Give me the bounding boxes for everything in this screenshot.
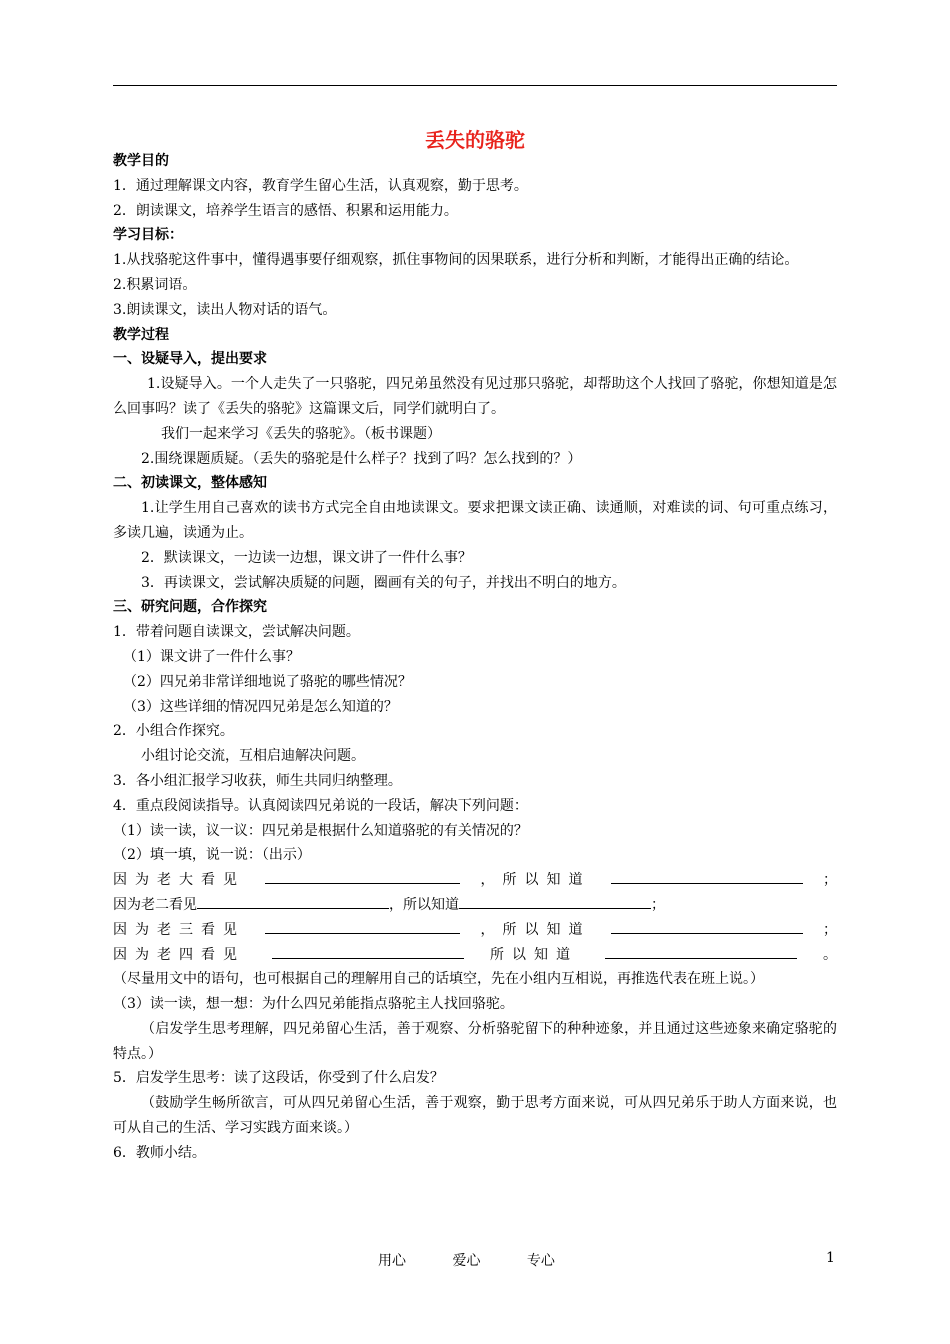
fill-blank-line [611,932,803,934]
purpose-item-1: 1．通过理解课文内容，教育学生留心生活，认真观察，勤于思考。 [113,177,528,194]
purpose-item-2: 2．朗读课文，培养学生语言的感悟、积累和运用能力。 [113,202,458,219]
fill-blank-row [113,893,837,918]
step3-item-4-question-3: （3）读一读，想一想：为什么四兄弟能指点骆驼主人找回骆驼。 [113,996,514,1013]
step3-item-4-question-2: （2）填一填，说一说：（出示） [113,847,311,864]
step3-item-4-answer: （启发学生思考理解，四兄弟留心生活，善于观察、分析骆驼留下的种种迹象，并且通过这些迹象来确定骆驼的特点。） [113,1020,837,1062]
step3-item-5: 5．启发学生思考：读了这段话，你受到了什么启发？ [113,1070,444,1087]
step3-item-3: 3．各小组汇报学习收获，师生共同归纳整理。 [113,772,402,789]
goal-item-2: 2.积累词语。 [113,276,197,293]
step3-item-2: 2．小组合作探究。 [113,723,234,740]
fill-blank-line [272,957,464,959]
step-heading-2: 二、初读课文，整体感知 [113,475,267,492]
section-heading-teaching-process: 教学过程 [113,326,169,343]
step3-item-4-question-1: （1）读一读，议一议：四兄弟是根据什么知道骆驼的有关情况的？ [113,822,528,839]
fill-blank-row [113,918,837,943]
fill-blank-line [197,894,389,909]
step3-question-3: （3）这些详细的情况四兄弟是怎么知道的？ [123,698,398,715]
section-heading-learning-goals: 学习目标： [113,227,183,244]
header-rule [113,85,837,86]
step3-question-2: （2）四兄弟非常详细地说了骆驼的哪些情况？ [123,673,412,690]
step-heading-3: 三、研究问题，合作探究 [113,599,267,616]
goal-item-1: 1.从找骆驼这件事中，懂得遇事要仔细观察，抓住事物间的因果联系，进行分析和判断，才能得出正确的结论。 [113,252,799,269]
document-body [113,149,837,1166]
fill-blank-instruction: （尽量用文中的语句，也可根据自己的理解用自己的话填空，先在小组内互相说，再推选代表在班上说。） [113,971,764,988]
fill-blank-middle: ，所以知道 [389,896,459,913]
fill-blank-end: ； [651,896,665,913]
step3-question-1: （1）课文讲了一件什么事？ [123,648,300,665]
step2-paragraph-2: 2．默读课文，一边读一边想，课文讲了一件什么事？ [141,549,472,566]
footer-motto-word: 专心 [526,1253,555,1269]
fill-blank-end: ； [823,872,837,889]
step1-paragraph-2: 我们一起来学习《丢失的骆驼》。（板书课题） [161,425,441,442]
fill-blank-end: 。 [823,946,837,963]
goal-item-3: 3.朗读课文，读出人物对话的语气。 [113,301,337,318]
fill-blank-line [265,932,460,934]
step1-paragraph-3: 2.围绕课题质疑。（丢失的骆驼是什么样子？找到了吗？怎么找到的？） [141,450,582,467]
step3-item-1: 1．带着问题自读课文，尝试解决问题。 [113,624,360,641]
footer-motto [378,1250,597,1270]
fill-blank-row [113,868,837,893]
fill-blank-prefix: 因为老二看见 [113,896,197,913]
step3-item-4: 4．重点段阅读指导。认真阅读四兄弟说的一段话，解决下列问题： [113,797,528,814]
fill-blank-middle: 所以知道 [490,946,578,963]
step2-paragraph-1: 1.让学生用自己喜欢的读书方式完全自由地读课文。要求把课文读正确、读通顺，对难读的词、句可重点练习，多读几遍，读通为止。 [113,500,837,541]
page-number: 1 [826,1250,835,1266]
fill-blank-line [459,894,651,909]
fill-blank-end: ； [823,921,837,938]
step3-item-2-detail: 小组讨论交流，互相启迪解决问题。 [141,748,365,765]
fill-blank-middle: ，所以知道 [480,872,591,889]
fill-blank-middle: ，所以知道 [480,921,591,938]
fill-blank-line [605,957,797,959]
step3-item-5-answer: （鼓励学生畅所欲言，可从四兄弟留心生活，善于观察，勤于思考方面来说，可从四兄弟乐于助人方面来说，也可从自己的生活、学习实践方面来谈。） [113,1095,837,1137]
footer-motto-word: 用心 [378,1253,406,1269]
step3-item-6: 6．教师小结。 [113,1144,206,1161]
fill-blank-prefix: 因为老大看见 [113,872,245,889]
fill-blank-line [611,882,803,884]
fill-blank-line [265,882,460,884]
fill-blank-prefix: 因为老三看见 [113,921,245,938]
fill-blank-row [113,943,837,968]
document-title: 丢失的骆驼 [425,128,525,152]
step-heading-1: 一、设疑导入，提出要求 [113,351,267,368]
fill-blank-prefix: 因为老四看见 [113,946,245,963]
step1-paragraph-1: 1.设疑导入。一个人走失了一只骆驼，四兄弟虽然没有见过那只骆驼，却帮助这个人找回了骆驼，你想知道是怎么回事吗？读了《丢失的骆驼》这篇课文后，同学们就明白了。 [113,376,837,417]
footer-motto-word: 爱心 [452,1253,481,1269]
step2-paragraph-3: 3．再读课文，尝试解决质疑的问题，圈画有关的句子，并找出不明白的地方。 [141,574,626,591]
section-heading-teaching-purpose: 教学目的 [113,153,169,169]
